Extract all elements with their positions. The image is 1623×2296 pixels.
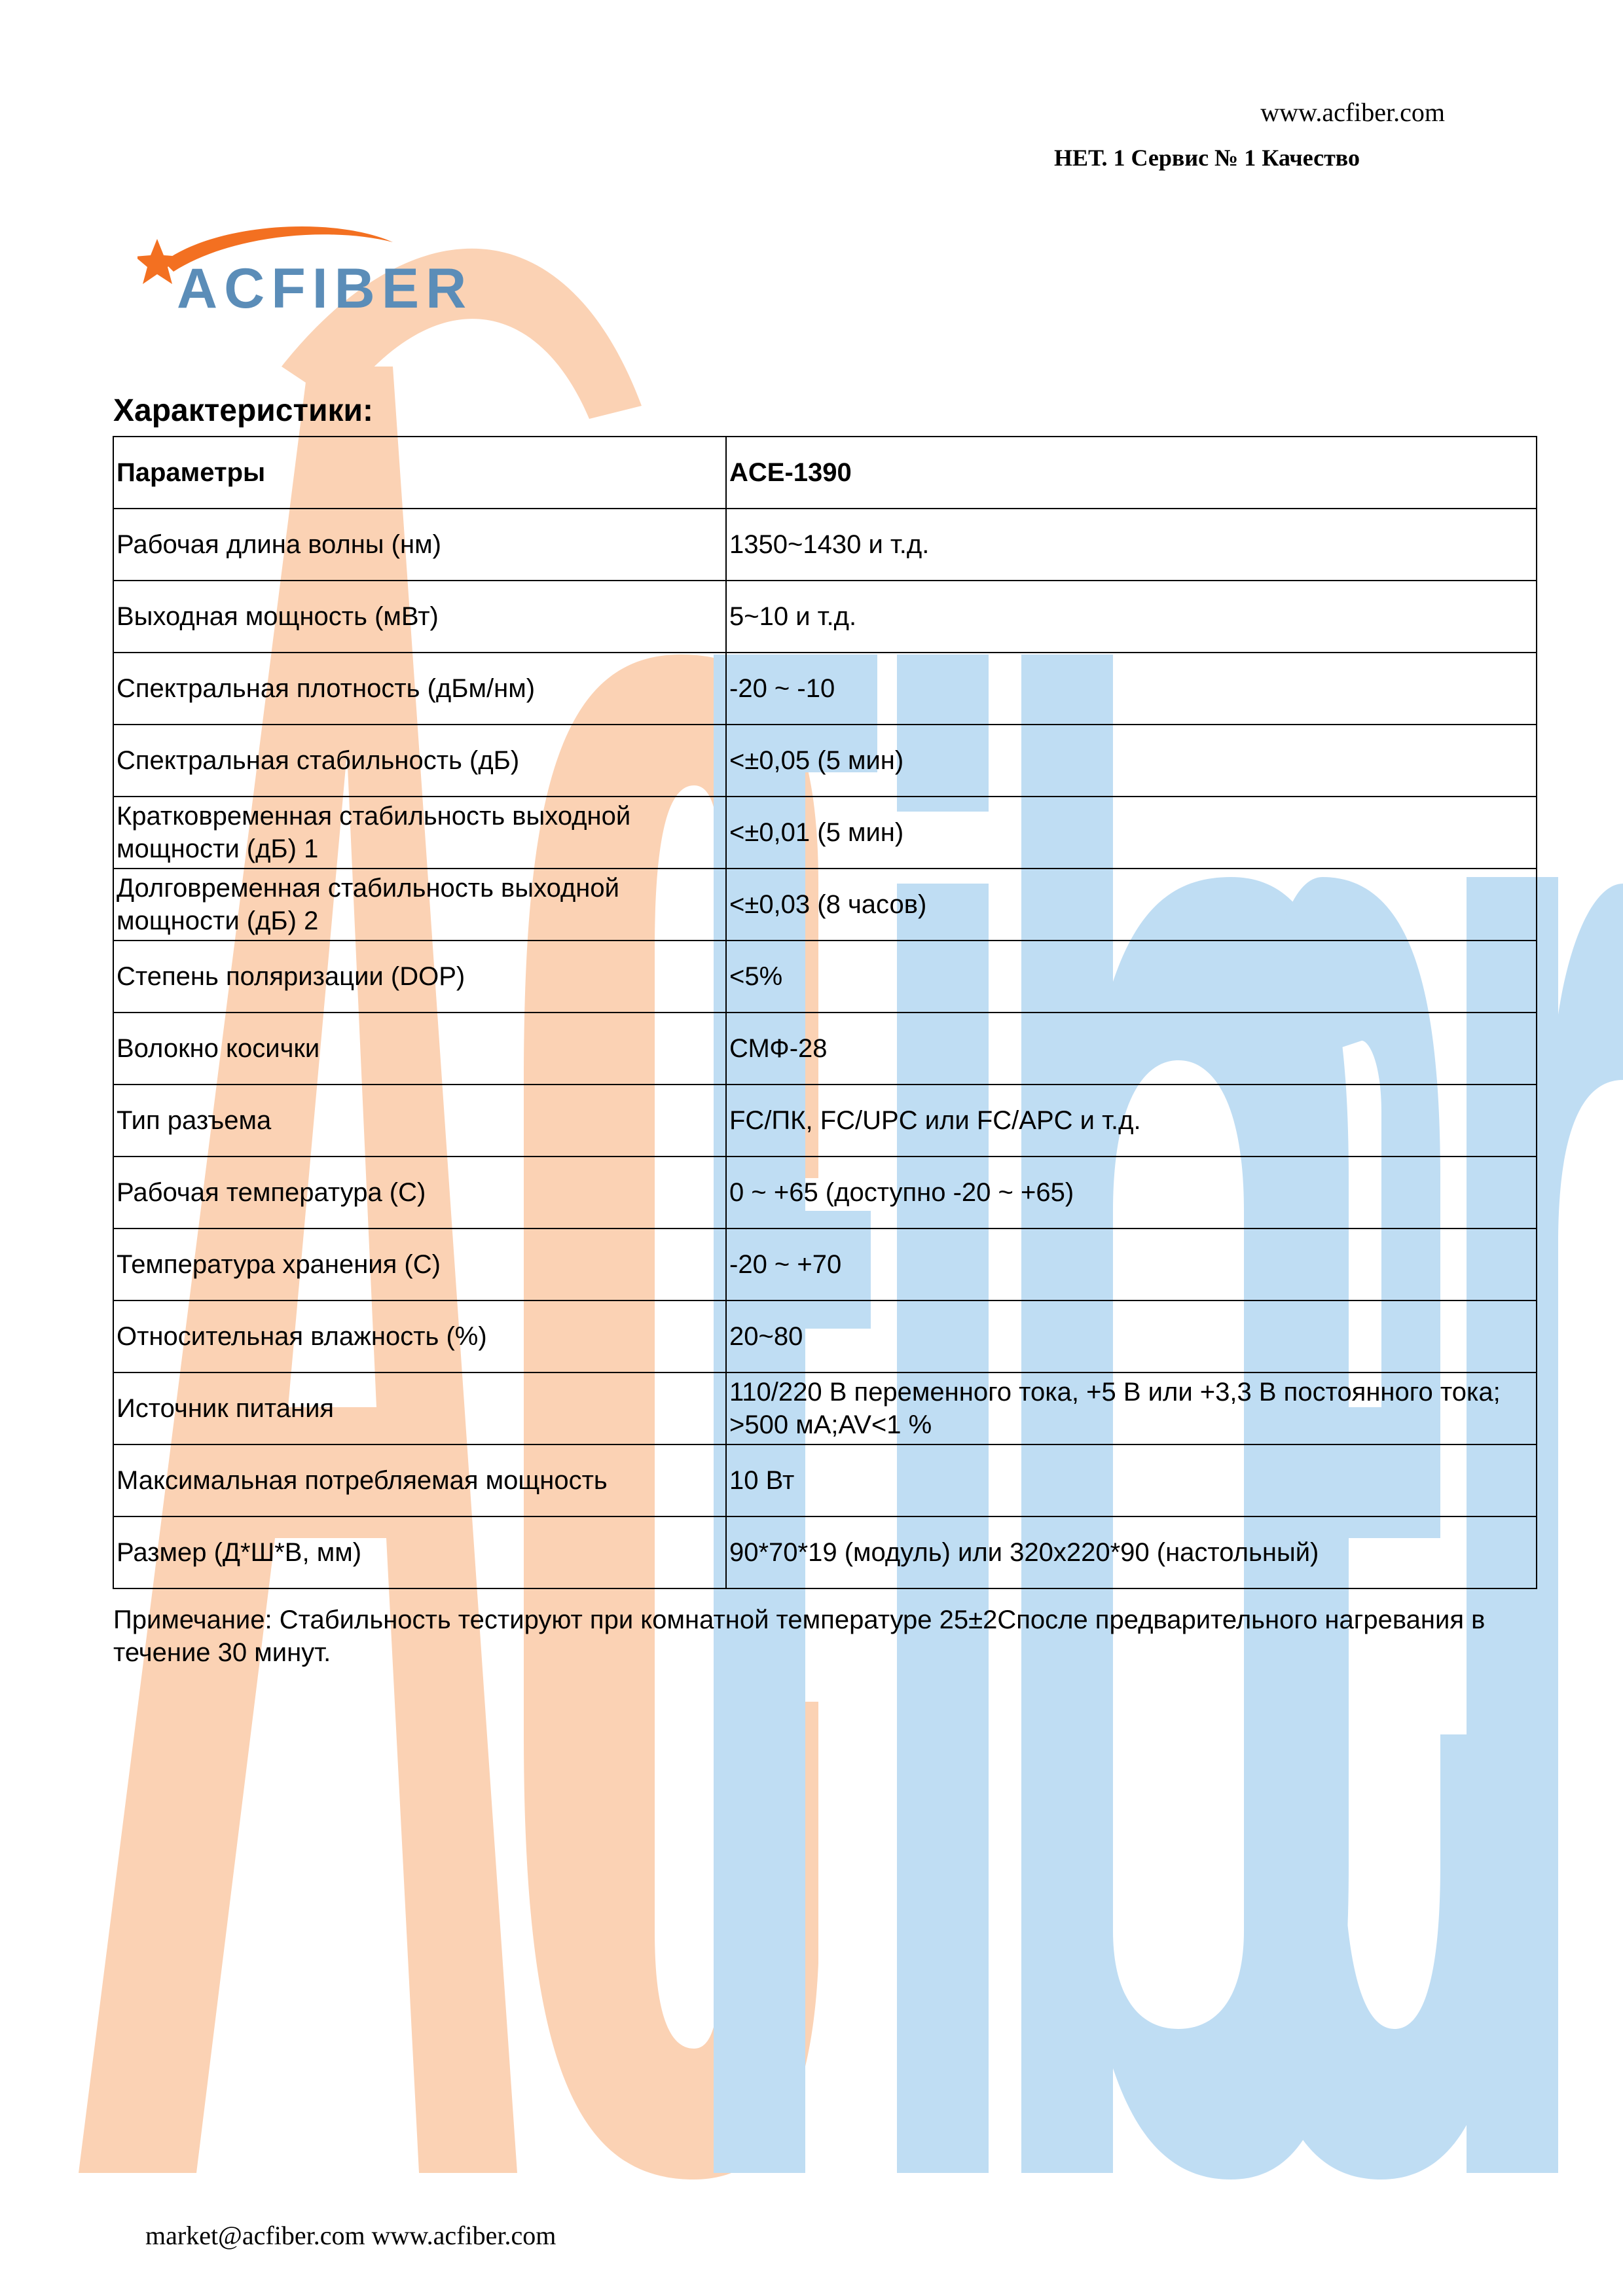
param-cell: Степень поляризации (DOP)	[113, 941, 726, 1013]
acfiber-logo	[137, 216, 478, 321]
table-row	[113, 1085, 1537, 1157]
param-cell: Рабочая длина волны (нм)	[113, 509, 726, 581]
table-row	[113, 725, 1537, 797]
param-cell: Волокно косички	[113, 1013, 726, 1085]
table-row	[113, 1013, 1537, 1085]
table-row	[113, 1516, 1537, 1588]
table-row	[113, 509, 1537, 581]
param-cell: Относительная влажность (%)	[113, 1300, 726, 1372]
value-cell: 90*70*19 (модуль) или 320x220*90 (настольный)	[726, 1516, 1537, 1588]
value-cell: -20 ~ +70	[726, 1229, 1537, 1300]
table-row	[113, 1300, 1537, 1372]
logo-text: ACFIBER	[177, 257, 473, 320]
table-row	[113, 941, 1537, 1013]
param-cell: Источник питания	[113, 1372, 726, 1444]
value-cell: <±0,01 (5 мин)	[726, 797, 1537, 869]
value-cell: 0 ~ +65 (доступно -20 ~ +65)	[726, 1157, 1537, 1229]
table-row	[113, 653, 1537, 725]
param-cell: Температура хранения (C)	[113, 1229, 726, 1300]
value-cell: 5~10 и т.д.	[726, 581, 1537, 653]
table-row	[113, 1444, 1537, 1516]
param-cell: Долговременная стабильность выходной мощности (дБ) 2	[113, 869, 726, 941]
table-row	[113, 1157, 1537, 1229]
value-cell: 10 Вт	[726, 1444, 1537, 1516]
header-slogan: НЕТ. 1 Сервис № 1 Качество	[1054, 145, 1360, 171]
param-cell: Спектральная стабильность (дБ)	[113, 725, 726, 797]
param-cell: Максимальная потребляемая мощность	[113, 1444, 726, 1516]
param-cell: Кратковременная стабильность выходной мощности (дБ) 1	[113, 797, 726, 869]
section-title: Характеристики:	[113, 393, 374, 428]
table-header-row	[113, 437, 1537, 509]
table-row	[113, 1372, 1537, 1444]
table-row	[113, 797, 1537, 869]
param-cell: Спектральная плотность (дБм/нм)	[113, 653, 726, 725]
note: Примечание: Стабильность тестируют при комнатной температуре 25±2Cпосле предварительного нагревания в течение 30 минут.	[113, 1605, 1486, 1667]
header-param: Параметры	[113, 437, 726, 509]
param-cell: Выходная мощность (мВт)	[113, 581, 726, 653]
value-cell: <±0,03 (8 часов)	[726, 869, 1537, 941]
value-cell: <5%	[726, 941, 1537, 1013]
param-cell: Размер (Д*Ш*В, мм)	[113, 1516, 726, 1588]
table-row	[113, 581, 1537, 653]
table-row	[113, 869, 1537, 941]
value-cell: FC/ПК, FC/UPC или FC/APC и т.д.	[726, 1085, 1537, 1157]
value-cell: <±0,05 (5 мин)	[726, 725, 1537, 797]
param-cell: Рабочая температура (C)	[113, 1157, 726, 1229]
value-cell: -20 ~ -10	[726, 653, 1537, 725]
value-cell: 20~80	[726, 1300, 1537, 1372]
spec-table	[113, 436, 1537, 1589]
footer-contacts[interactable]: market@acfiber.com www.acfiber.com	[145, 2221, 556, 2250]
table-row	[113, 1229, 1537, 1300]
value-cell: 110/220 В переменного тока, +5 В или +3,3 В постоянного тока; >500 мА;AV<1 %	[726, 1372, 1537, 1444]
value-cell: СМФ-28	[726, 1013, 1537, 1085]
header-value: ACE-1390	[726, 437, 1537, 509]
param-cell: Тип разъема	[113, 1085, 726, 1157]
header-url[interactable]: www.acfiber.com	[1260, 98, 1445, 127]
value-cell: 1350~1430 и т.д.	[726, 509, 1537, 581]
